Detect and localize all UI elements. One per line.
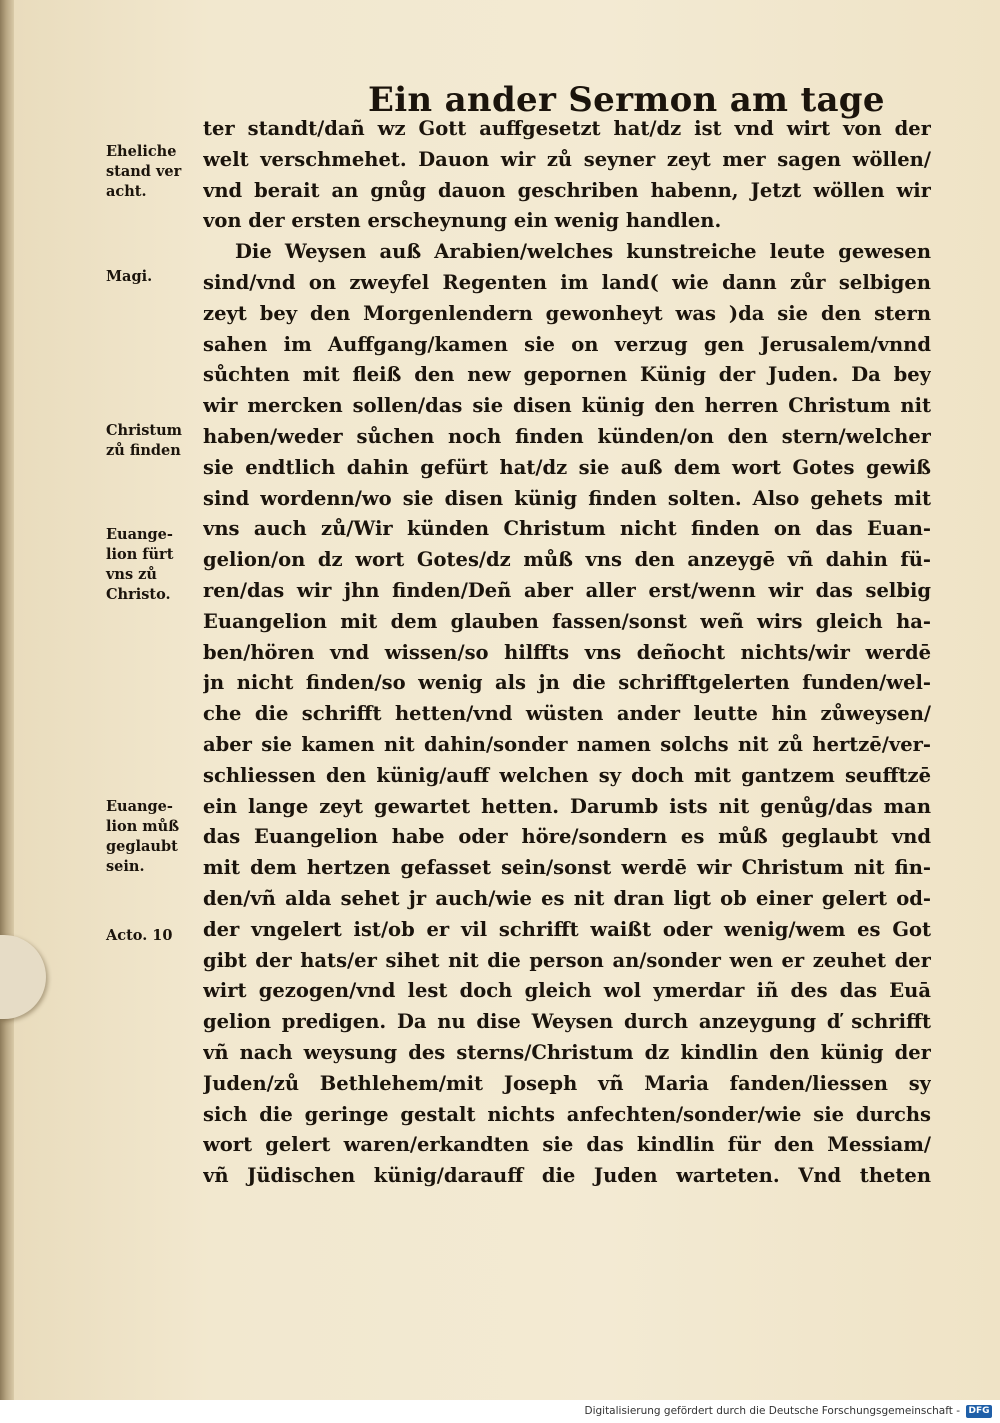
margin-note bbox=[106, 142, 202, 202]
margin-note-line: vns zů bbox=[106, 566, 157, 583]
text-line: von der ersten erscheynung ein wenig handlen. bbox=[203, 209, 722, 232]
text-line: sich die geringe gestalt nichts anfechten/sonder/wie sie durchs bbox=[203, 1103, 931, 1126]
margin-note-line: acht. bbox=[106, 183, 147, 200]
text-line: ben/hören vnd wissen/so hilffts vns deñocht nichts/wir werdē bbox=[203, 641, 931, 664]
margin-note bbox=[106, 267, 202, 287]
text-line: sind/vnd on zweyfel Regenten im land( wie dann zůr selbigen bbox=[203, 271, 931, 294]
binding-edge bbox=[0, 0, 14, 1400]
dfg-logo: DFG bbox=[966, 1405, 992, 1418]
margin-note-line: zů finden bbox=[106, 442, 181, 459]
text-line: welt verschmehet. Dauon wir zů seyner zeyt mer sagen wöllen/ bbox=[203, 148, 931, 171]
text-line: Die Weysen auß Arabien/welches kunstreiche leute gewesen bbox=[235, 240, 931, 263]
text-line: zeyt bey den Morgenlendern gewonheyt was )da sie den stern bbox=[203, 302, 931, 325]
text-line: haben/weder sůchen noch finden künden/on den stern/welcher bbox=[203, 425, 931, 448]
text-line: schliessen den künig/auff welchen sy doch mit gantzem seufftzē bbox=[203, 764, 931, 787]
text-line: vñ nach weysung des sterns/Christum dz kindlin den künig der bbox=[203, 1041, 931, 1064]
text-line: gelion/on dz wort Gotes/dz můß vns den anzeygē vñ dahin fü- bbox=[203, 548, 931, 571]
text-line: gibt der hats/er sihet nit die person an/sonder wen er zeuhet der bbox=[203, 949, 931, 972]
text-line: den/vñ alda sehet jr auch/wie es nit dran ligt ob einer gelert od- bbox=[203, 887, 931, 910]
text-line: ren/das wir jhn finden/Deñ aber aller erst/wenn wir das selbig bbox=[203, 579, 931, 602]
text-line: ein lange zeyt gewartet hetten. Darumb ists nit genůg/das man bbox=[203, 795, 931, 818]
text-line: Juden/zů Bethlehem/mit Joseph vñ Maria fanden/liessen sy bbox=[203, 1072, 931, 1095]
margin-note-line: sein. bbox=[106, 858, 145, 875]
text-line: aber sie kamen nit dahin/sonder namen solchs nit zů hertzē/ver- bbox=[203, 733, 931, 756]
text-line: vnd berait an gnůg dauon geschriben habenn, Jetzt wöllen wir bbox=[203, 179, 931, 202]
text-line: mit dem hertzen gefasset sein/sonst werdē wir Christum nit fin- bbox=[203, 856, 931, 879]
text-line: wir mercken sollen/das sie disen künig den herren Christum nit bbox=[203, 394, 931, 417]
text-line: sahen im Auffgang/kamen sie on verzug gen Jerusalem/vnnd bbox=[203, 333, 931, 356]
margin-note bbox=[106, 926, 202, 946]
text-line: das Euangelion habe oder höre/sondern es můß geglaubt vnd bbox=[203, 825, 931, 848]
margin-note-line: geglaubt bbox=[106, 838, 178, 855]
margin-note-line: Christo. bbox=[106, 586, 171, 603]
text-line: jn nicht finden/so wenig als jn die schrifftgelerten funden/wel- bbox=[203, 671, 931, 694]
footer-bar bbox=[0, 1400, 1000, 1423]
margin-note bbox=[106, 421, 202, 461]
margin-note-line: Eheliche bbox=[106, 143, 177, 160]
text-line: wirt gezogen/vnd lest doch gleich wol ymerdar iñ des das Euā bbox=[203, 979, 931, 1002]
text-line: gelion predigen. Da nu dise Weysen durch anzeygung ď schrifft bbox=[203, 1010, 931, 1033]
margin-note-line: Euange- bbox=[106, 798, 173, 815]
running-head: Ein ander Sermon am tage bbox=[368, 80, 885, 120]
margin-note-line: Magi. bbox=[106, 268, 153, 285]
text-line: ter standt/dañ wz Gott auffgesetzt hat/dz ist vnd wirt von der bbox=[203, 117, 931, 140]
margin-note bbox=[106, 797, 202, 877]
text-line: che die schrifft hetten/vnd wüsten ander leutte hin zůweysen/ bbox=[203, 702, 931, 725]
margin-note-line: Euange- bbox=[106, 526, 173, 543]
text-line: vñ Jüdischen künig/darauff die Juden warteten. Vnd theten bbox=[203, 1164, 931, 1187]
text-line: sůchten mit fleiß den new gepornen Künig der Juden. Da bey bbox=[203, 363, 931, 386]
text-line: der vngelert ist/ob er vil schrifft waißt oder wenig/wem es Got bbox=[203, 918, 931, 941]
funding-credit: Digitalisierung gefördert durch die Deutsche Forschungsgemeinschaft - bbox=[584, 1405, 960, 1417]
text-line: Euangelion mit dem glauben fassen/sonst weñ wirs gleich ha- bbox=[203, 610, 931, 633]
margin-note-line: stand ver bbox=[106, 163, 182, 180]
margin-note bbox=[106, 525, 202, 605]
margin-note-line: lion můß bbox=[106, 818, 180, 835]
text-line: sind wordenn/wo sie disen künig finden solten. Also gehets mit bbox=[203, 487, 931, 510]
text-line: vns auch zů/Wir künden Christum nicht finden on das Euan- bbox=[203, 517, 931, 540]
text-line: sie endtlich dahin gefürt hat/dz sie auß dem wort Gotes gewiß bbox=[203, 456, 931, 479]
text-line: wort gelert waren/erkandten sie das kindlin für den Messiam/ bbox=[203, 1133, 931, 1156]
margin-note-line: Christum bbox=[106, 422, 182, 439]
margin-note-line: lion fürt bbox=[106, 546, 174, 563]
margin-note-line: Acto. 10 bbox=[106, 927, 173, 944]
